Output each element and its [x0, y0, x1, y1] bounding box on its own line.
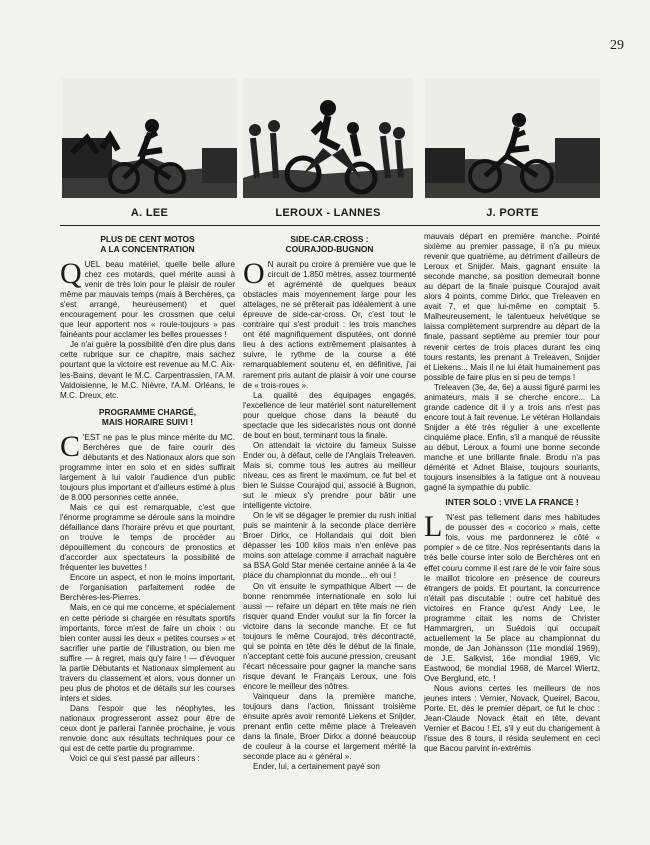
photo-leroux-lannes: [243, 78, 413, 198]
paragraph: La qualité des équipages engagés, l'excellence de leur matériel sont naturellement pour quelque chose dans la beauté du spectacle que les sidecaristes nous ont donné de bout en bout, terminant tous la finale.: [243, 390, 416, 440]
heading-programme: PROGRAMME CHARGÉ, MAIS HORAIRE SUIVI !: [98, 406, 197, 427]
paragraph: Nous avions certes les meilleurs de nos jeunes inters : Vernier, Novack, Queirel, Bacou, Porte. Et, dès le premier départ, ce fut le choc : Jean-Claude Novack était en tête, devant Vernier et Bacou ! Et, s'il y eut du changement à l'issue des 8 tours, il résida seulement en ceci que Bacou parvint in-extrémis: [424, 684, 600, 754]
paragraph: mauvais départ en première manche. Pointé sixième au premier passage, il n'a pu mieux revenir que quatrième, au détriment d'ailleurs de Leroux et Snijder. Mais, gagnant ensuite la seconde manche, sa position demeurait bonne au départ de la finale puisque Courajod avait alors 4 points, comme Dirkx, que Treleaven en avait 7, et que lui-même en comptait 5. Malheureusement, le talentueux helvétique se laissa complètement surprendre au départ de la finale, passant septième au premier tour pour revenir certes de trois places durant les cinq tours restants, les prenant à Treleaven, Snijder et Liekens... Mais il ne lui était humainement pas possible de faire plus en si peu de temps !: [424, 232, 600, 382]
column-2: [243, 232, 416, 772]
photo-j-porte: [425, 78, 600, 198]
paragraph: Dans l'espoir que les néophytes, les nationaux progresseront assez pour être de ceux dont je parlerai l'année prochaine, je vous renvoie donc aux résultats techniques pour ce qui est de cette partie du programme.: [60, 703, 235, 754]
column-1: [60, 232, 235, 764]
paragraph: QUEL beau matériel, quelle belle allure chez ces motards, quel mérite aussi à venir de très loin pour le plaisir de rouler même par mauvais temps (mais à Berchères, ça s'est arrangé, heureusement) et quel encouragement pour les crossmen que celui que leur apportent nos « roule-toujours » pas fainéants pour acclamer les belles prouesses !: [60, 257, 235, 340]
caption-left: A. LEE: [130, 207, 169, 219]
paragraph: Vainqueur dans la première manche, toujours dans l'action, finissant troisième ensuite après avoir remonté Liekens et Snijder, prenant enfin cette même place à Treleaven dans la finale, Broer Dirkx a donné beaucoup de couleur à la course et largement mérité la seconde place au « général ».: [243, 692, 416, 762]
caption-center: LEROUX - LANNES: [275, 207, 381, 219]
paragraph: Voici ce qui s'est passé par ailleurs :: [70, 754, 200, 764]
paragraph: Treleaven (3e, 4e, 6e) a aussi figuré parmi les animateurs, mais il se cherche encore... La grande cadence dit il y a trois ans n'est pas encore tout à fait revenue. Le vétéran Hollandais Snijder a été très régulier à une excellente cinquième place. Enfin, s'il a manqué de réussite au début, Leroux a fourni une bonne seconde manche et une brillante finale. Brodu n'a pas démérité et Adnet Blaise, toujours souriants, toujours insensibles à la fatigue ont à nouveau gagné la sympathie du public.: [424, 382, 600, 493]
paragraph: O N aurait pu croire à première vue que le circuit de 1.850 mètres, assez tourmenté et agrémenté de quelques beaux obstacles mais moyennement large pour les attelages, ne se prêterait pas idéalement à une épreuve de side-car-cross. Or, c'est tout le contraire qui s'est produit : les trois manches ont été magnifiquement disputées, ont donné lieu à des actions extrêmement plaisantes à suivre, le rythme de la course a été remarquablement soutenu et, en définitive, j'ai rarement pris autant de plaisir à voir une course de « trois-roues ».: [243, 257, 416, 390]
paragraph: Je n'ai guère la possibilité d'en dire plus dans cette rubrique sur ce chapitre, mais sachez pourtant que la victoire est revenue au M.C. Aix-les-Bains, devant le M.C. Carpentrassien, l'A.M. Valdoisienne, le M.C. Nièvre, l'A.M. Orléans, le M.C. Dreux, etc.: [60, 340, 235, 400]
paragraph: On attendait la victoire du fameux Suisse Ender ou, à défaut, celle de l'Anglais Treleaven. Mais si, comme tous les autres au meilleur niveau, ces as firent le maximum, ce fut bel et bien le Suisse Courajod qui, associé à Bugnon, sut le mieux s'y prendre pour bâtir une intelligente victoire.: [243, 440, 416, 511]
heading-side-car: SIDE-CAR-CROSS : COURAJOD-BUGNON: [285, 234, 374, 254]
paragraph: L 'N'est pas tellement dans mes habitudes de pousser des « cocorico » mais, cette fois, vous me pardonnerez le côté « pompier » de ce titre. Nos représentants dans la très belle course inter solo de Berchères ont en effet couru comme il est rare de le voir faire sous le maillot tricolore en présence de coureurs étrangers de poids. Et pourtant, la concurrence n'était pas discutable : outre cet habitué des victoires en France qu'est Andy Lee, le programme citait les noms de Christer Hammargren, un Suédois qui occupait actuellement la 5e place au championnat du monde, de Jan Johansson (11e mondial 1969), de J.E. Salkvist, 16e mondial 1969, Vic Eastwood, 6e mondial 1968, de Marcel Wiertz, Ove Berglund, etc. !: [424, 510, 600, 684]
photo-a-lee: [62, 78, 237, 198]
drop-cap: L: [424, 510, 443, 544]
drop-cap: Q: [60, 257, 82, 290]
paragraph: On le vit se dégager le premier du rush initial puis se maintenir à la seconde place derrière Broer Dirkx, ce Hollandais qui doit bien dépasser les 100 kilos mais n'en enlève pas moins son attelage comme il arrachait naguère sa BSA Gold Star menée certaine année à la 4e place du championnat du monde... eh oui !: [243, 511, 416, 581]
drop-cap: O: [243, 257, 265, 290]
caption-divider: [60, 225, 600, 226]
heading-inter-solo: INTER SOLO : VIVE LA FRANCE !: [445, 497, 579, 508]
heading-concentration: PLUS DE CENT MOTOS A LA CONCENTRATION: [100, 234, 195, 254]
paragraph: Encore un aspect, et non le moins important, de l'organisation parfaitement rodée de Berchères-les-Pierres.: [60, 573, 235, 603]
drop-cap: C: [60, 429, 81, 463]
column-3: [424, 232, 600, 754]
paragraph: C 'EST ne pas le plus mince mérite du MC. Berchères que de faire courir des débutants et des Nationaux alors que son programme inter en solo et en sides suffirait largement à lui valoir l'audience d'un public toujours plus important et d'ailleurs estimé à plus de 8.000 personnes cette année.: [60, 429, 235, 502]
caption-right: J. PORTE: [486, 207, 539, 219]
page-number: 29: [610, 38, 624, 53]
paragraph: Ender, lui, a certainement payé son: [253, 762, 380, 772]
paragraph: Mais, en ce qui me concerne, et spécialement en cette période si chargée en résultats sportifs importants, force m'est de faire un choix : ou bien conter aussi les deux « petites courses » et sacrifier une partie de l'illustration, ou bien me suffire — à regret, mais qu'y faire ! — d'évoquer la partie Débutants et Nationaux simplement au travers du classement et alors, vous donner un peu plus de photos et de détails sur les courses inters et sides.: [60, 603, 235, 703]
paragraph: Mais ce qui est remarquable, c'est que l'énorme programme se déroule sans la moindre défaillance dans l'horaire prévu et que pourtant, on trouve le temps de procéder au dépouillement du concours de pronostics et d'accorder aux spectateurs la possibilité de fréquenter les buvettes !: [60, 502, 235, 573]
paragraph: On vit ensuite le sympathique Albert — de bonne renommée internationale en solo lui aussi — refaire un départ en tête mais ne rien risquer quand Ender voulut sur la fin forcer la victoire dans la seconde manche. Et ce fut toujours le même Courajod, très décontracté, qui se pointa en tête dès le début de la finale, n'acceptant cette fois aucune pression, creusant l'écart nécessaire pour gagner la manche sans risque devant le Français Leroux, une fois encore le meilleur des nôtres.: [243, 581, 416, 691]
